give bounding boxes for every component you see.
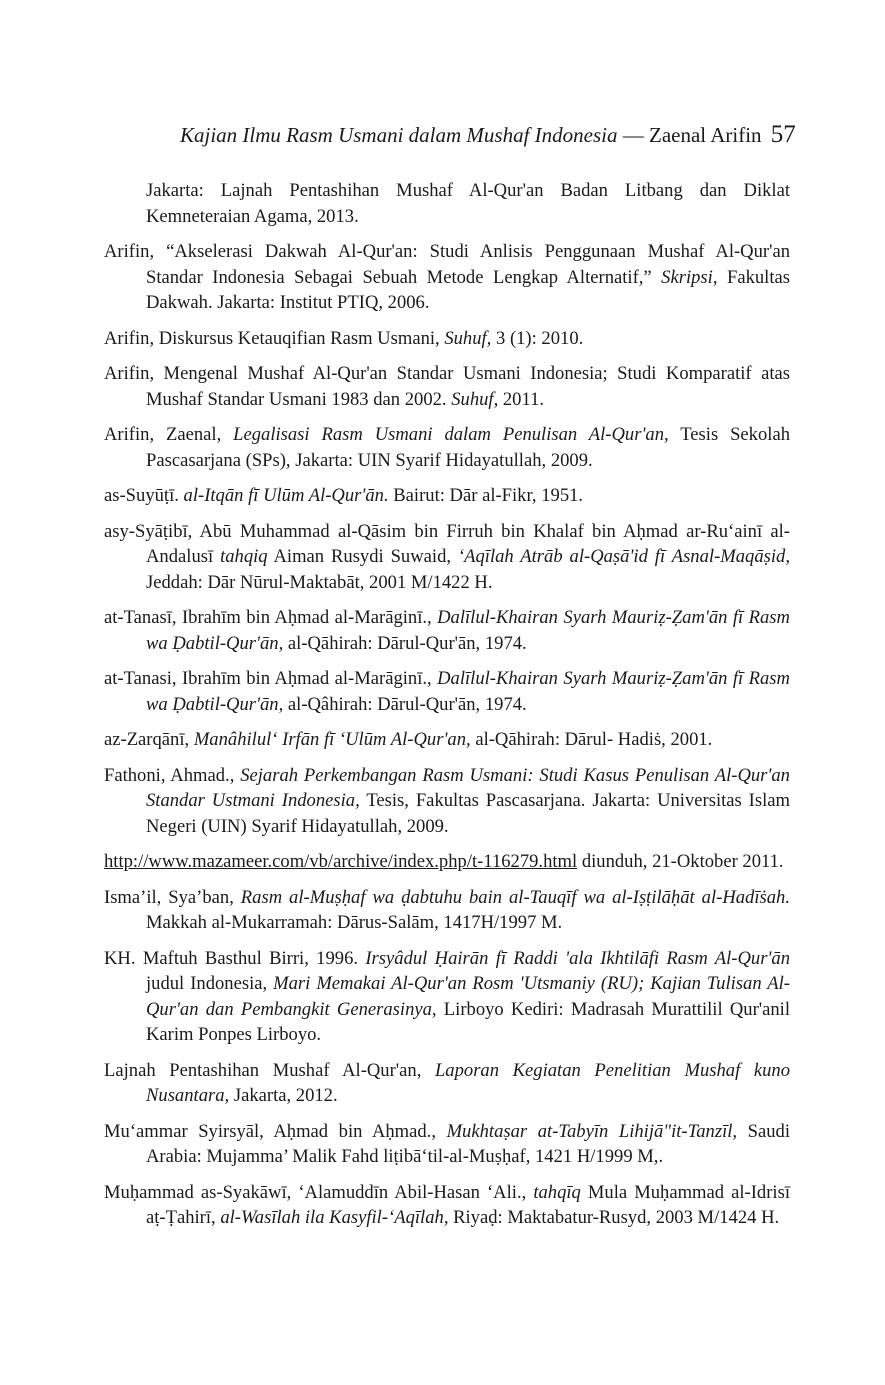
running-header	[180, 120, 796, 150]
bibliography-entry-continuation: Jakarta: Lajnah Pentashihan Mushaf Al-Qur'an Badan Litbang dan Diklat Kemneteraian Agama, 2013.	[146, 180, 790, 227]
bibliography-entry: Mu‘ammar Syirsyāl, Aḥmad bin Aḥmad., Mukhtaṣar at-Tabyīn Lihijā"it-Tanzīl, Saudi Arabia: Mujamma’ Malik Fahd liṭibā‘til-al-Muṣḥaf, 1421 H/1999 M,.	[104, 1120, 790, 1167]
bibliography-entry: asy-Syāṭibī, Abū Muhammad al-Qāsim bin Firruh bin Khalaf bin Aḥmad ar-Ru‘ainī al-Andalusī tahqiq Aiman Rusydi Suwaid, ‘Aqīlah Atrāb al-Qaṣā'id fī Asnal-Maqāṣid, Jeddah: Dār Nūrul-Maktabāt, 2001 M/1422 H.	[104, 520, 790, 593]
header-author: Zaenal Arifin	[649, 123, 762, 147]
bibliography-entry: Arifin, “Akselerasi Dakwah Al-Qur'an: Studi Anlisis Penggunaan Mushaf Al-Qur'an Standar Indonesia Sebagai Sebuah Metode Lengkap Alternatif,” Skripsi, Fakultas Dakwah. Jakarta: Institut PTIQ, 2006.	[104, 241, 790, 313]
bibliography-entry: Arifin, Mengenal Mushaf Al-Qur'an Standar Usmani Indonesia; Studi Komparatif atas Mushaf Standar Usmani 1983 dan 2002. Suhuf, 2011.	[104, 363, 790, 410]
bibliography-entry: az-Zarqānī, Manâhilul‘ Irfān fī ‘Ulūm Al-Qur'an, al-Qāhirah: Dārul- Hadiṡ, 2001.	[104, 729, 713, 750]
web-link[interactable]: http://www.mazameer.com/vb/archive/index.php/t-116279.html	[104, 851, 578, 872]
bibliography-entry: Muḥammad as-Syakāwī, ‘Alamuddīn Abil-Hasan ‘Ali., tahqīq Mula Muḥammad al-Idrisī aṭ-Ṭahirī, al-Wasīlah ila Kasyfil-‘Aqīlah, Riyaḍ: Maktabatur-Rusyd, 2003 M/1424 H.	[104, 1181, 790, 1228]
bibliography-entry: http://www.mazameer.com/vb/archive/index.php/t-116279.html diunduh, 21-Oktober 2011.	[104, 851, 784, 872]
header-dash: —	[617, 123, 649, 147]
header-title: Kajian Ilmu Rasm Usmani dalam Mushaf Indonesia	[180, 123, 618, 147]
bibliography-list	[104, 178, 790, 1241]
bibliography-entry: Isma’il, Sya’ban, Rasm al-Muṣḥaf wa ḍabtuhu bain al-Tauqīf wa al-Iṣṭilāḥāt al-Hadīṡah. Makkah al-Mukarramah: Dārus-Salām, 1417H/1997 M.	[104, 886, 790, 933]
bibliography-entry: Lajnah Pentashihan Mushaf Al-Qur'an, Laporan Kegiatan Penelitian Mushaf kuno Nusantara, Jakarta, 2012.	[104, 1059, 790, 1106]
page-number: 57	[770, 121, 796, 148]
bibliography-entry: Arifin, Diskursus Ketauqifian Rasm Usmani, Suhuf, 3 (1): 2010.	[104, 327, 584, 349]
bibliography-entry: KH. Maftuh Basthul Birri, 1996. Irsyâdul Ḥairān fī Raddi 'ala Ikhtilāfi Rasm Al-Qur'ān judul Indonesia, Mari Memakai Al-Qur'an Rosm 'Utsmaniy (RU); Kajian Tulisan Al-Qur'an dan Pembangkit Generasinya, Lirboyo Kediri: Madrasah Murattilil Qur'anil Karim Ponpes Lirboyo.	[104, 947, 791, 1045]
bibliography-entry: at-Tanasi, Ibrahīm bin Aḥmad al-Marāginī., Dalīlul-Khairan Syarh Mauriẓ-Ẓam'ān fī Rasm wa Ḍabtil-Qur'ān, al-Qâhirah: Dārul-Qur'ān, 1974.	[104, 668, 790, 715]
bibliography-entry: Arifin, Zaenal, Legalisasi Rasm Usmani dalam Penulisan Al-Qur'an, Tesis Sekolah Pascasarjana (SPs), Jakarta: UIN Syarif Hidayatullah, 2009.	[104, 424, 790, 471]
bibliography-entry: Fathoni, Ahmad., Sejarah Perkembangan Rasm Usmani: Studi Kasus Penulisan Al-Qur'an Standar Ustmani Indonesia, Tesis, Fakultas Pascasarjana. Jakarta: Universitas Islam Negeri (UIN) Syarif Hidayatullah, 2009.	[104, 764, 790, 837]
bibliography-entry: as-Suyūṭī. al-Itqān fī Ulūm Al-Qur'ān. Bairut: Dār al-Fikr, 1951.	[104, 485, 584, 506]
bibliography-entry: at-Tanasī, Ibrahīm bin Aḥmad al-Marāginī., Dalīlul-Khairan Syarh Mauriẓ-Ẓam'ān fī Rasm wa Ḍabtil-Qur'ān, al-Qāhirah: Dārul-Qur'ān, 1974.	[104, 607, 790, 654]
